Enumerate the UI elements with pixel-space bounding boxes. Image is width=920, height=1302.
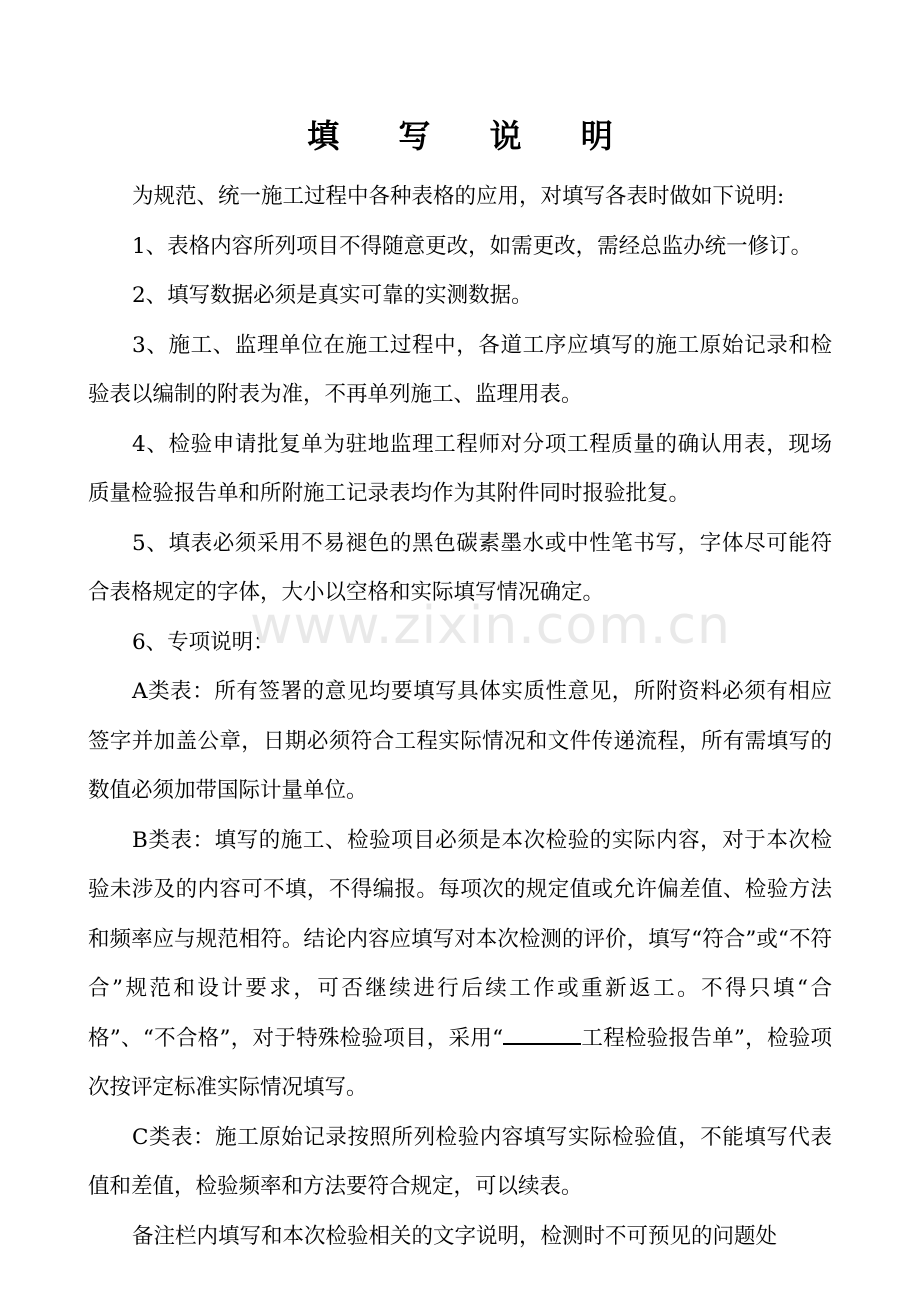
class-b-text-before: B类表：填写的施工、检验项目必须是本次检验的实际内容，对于本次检验未涉及的内容可不填，不得编报。每项次的规定值或允许偏差值、检验方法和频率应与规范相符。结论内容应填写对本次检测的评价，填写“符合”或“不符合”规范和设计要求，可否继续进行后续工作或重新返工。不得只填“合格”、“不合格”，对于特殊检验项目，采用“: [88, 827, 832, 1051]
item-4-paragraph: 4、检验申请批复单为驻地监理工程师对分项工程质量的确认用表，现场质量检验报告单和所附施工记录表均作为其附件同时报验批复。: [88, 431, 832, 506]
watermark-text: www.zixin.com.cn: [250, 596, 731, 656]
item-6-paragraph: 6、专项说明：: [132, 629, 275, 655]
item-1-paragraph: 1、表格内容所列项目不得随意更改，如需更改，需经总监办统一修订。: [132, 233, 813, 259]
intro-paragraph: 为规范、统一施工过程中各种表格的应用，对填写各表时做如下说明:: [132, 184, 785, 209]
item-2-paragraph: 2、填写数据必须是真实可靠的实测数据。: [132, 283, 533, 308]
document-body: [88, 172, 832, 1261]
remarks-paragraph: 备注栏内填写和本次检验相关的文字说明，检测时不可预见的问题处: [132, 1223, 778, 1249]
page-title: 填 写 说 明: [307, 117, 637, 155]
class-c-paragraph: C类表：施工原始记录按照所列检验内容填写实际检验值，不能填写代表值和差值，检验频率和方法要符合规定，可以续表。: [88, 1124, 832, 1199]
item-3-paragraph: 3、施工、监理单位在施工过程中，各道工序应填写的施工原始记录和检验表以编制的附表为准，不再单列施工、监理用表。: [88, 332, 832, 407]
class-b-paragraph: [88, 816, 832, 1113]
class-a-paragraph: A类表：所有签署的意见均要填写具体实质性意见，所附资料必须有相应签字并加盖公章，日期必须符合工程实际情况和文件传递流程，所有需填写的数值必须加带国际计量单位。: [88, 679, 832, 803]
class-b-text-after: 工程检验报告单”，检验项次按评定标准实际情况填写。: [88, 1025, 833, 1100]
fill-in-blank: [503, 1023, 581, 1045]
item-5-paragraph: 5、填表必须采用不易褪色的黑色碳素墨水或中性笔书写，字体尽可能符合表格规定的字体，大小以空格和实际填写情况确定。: [88, 530, 832, 605]
